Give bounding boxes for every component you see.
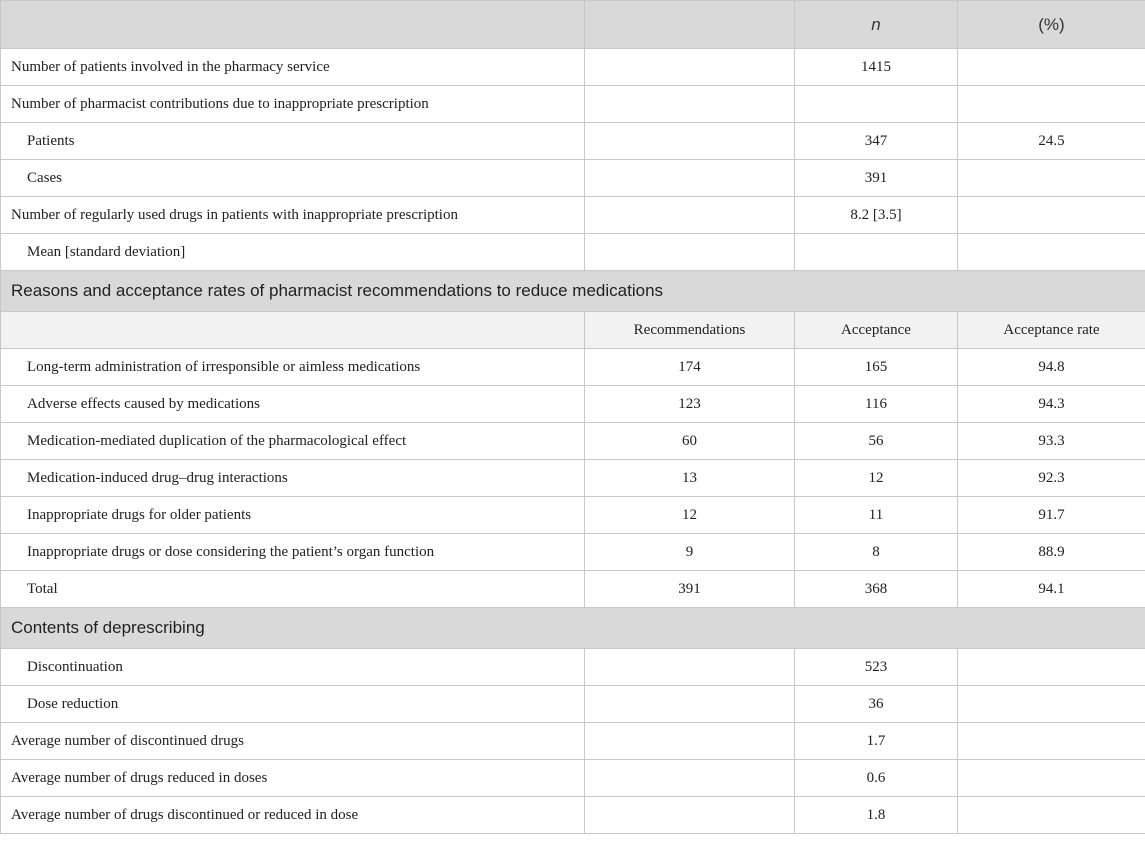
row-value-pct <box>958 723 1145 760</box>
reasons-subheader-row <box>1 312 1145 349</box>
table-row <box>1 497 1145 534</box>
row-value-n: 1.8 <box>795 797 958 834</box>
row-value-n: 1.7 <box>795 723 958 760</box>
subheader-col-1 <box>1 312 585 349</box>
row-value-n: 8.2 [3.5] <box>795 197 958 234</box>
row-value-pct <box>958 686 1145 723</box>
row-value-b <box>585 197 795 234</box>
reason-acceptance-rate: 88.9 <box>958 534 1145 571</box>
row-value-n <box>795 234 958 271</box>
reason-acceptance: 368 <box>795 571 958 608</box>
reason-recommendations: 60 <box>585 423 795 460</box>
reason-acceptance-rate: 94.8 <box>958 349 1145 386</box>
row-value-n: 1415 <box>795 49 958 86</box>
row-label: Discontinuation <box>1 649 585 686</box>
row-value-pct <box>958 49 1145 86</box>
row-label: Dose reduction <box>1 686 585 723</box>
section-header-contents <box>1 608 1145 649</box>
reason-acceptance: 11 <box>795 497 958 534</box>
row-value-pct <box>958 649 1145 686</box>
table-row <box>1 234 1145 271</box>
row-label: Average number of drugs discontinued or reduced in dose <box>1 797 585 834</box>
reason-acceptance: 56 <box>795 423 958 460</box>
row-value-pct: 24.5 <box>958 123 1145 160</box>
subheader-acceptance: Acceptance <box>795 312 958 349</box>
row-label: Average number of drugs reduced in doses <box>1 760 585 797</box>
reason-recommendations: 13 <box>585 460 795 497</box>
row-value-b <box>585 49 795 86</box>
table-row <box>1 797 1145 834</box>
row-value-b <box>585 649 795 686</box>
reason-acceptance: 165 <box>795 349 958 386</box>
reason-label: Medication-mediated duplication of the pharmacological effect <box>1 423 585 460</box>
table-row <box>1 49 1145 86</box>
reason-acceptance-rate: 92.3 <box>958 460 1145 497</box>
reason-label: Long-term administration of irresponsible or aimless medications <box>1 349 585 386</box>
reason-recommendations: 174 <box>585 349 795 386</box>
reason-acceptance: 12 <box>795 460 958 497</box>
reason-recommendations: 391 <box>585 571 795 608</box>
row-value-pct <box>958 797 1145 834</box>
table-row <box>1 386 1145 423</box>
reason-label: Total <box>1 571 585 608</box>
table-row-total <box>1 571 1145 608</box>
row-value-b <box>585 160 795 197</box>
row-label: Average number of discontinued drugs <box>1 723 585 760</box>
section-header-reasons <box>1 271 1145 312</box>
reason-acceptance-rate: 93.3 <box>958 423 1145 460</box>
table-row <box>1 686 1145 723</box>
row-value-pct <box>958 760 1145 797</box>
row-value-n: 347 <box>795 123 958 160</box>
row-label: Cases <box>1 160 585 197</box>
row-label: Number of regularly used drugs in patients with inappropriate prescription <box>1 197 585 234</box>
reason-label: Inappropriate drugs or dose considering the patient’s organ function <box>1 534 585 571</box>
table-row <box>1 423 1145 460</box>
row-value-n <box>795 86 958 123</box>
table-row <box>1 160 1145 197</box>
reason-label: Adverse effects caused by medications <box>1 386 585 423</box>
table-row <box>1 349 1145 386</box>
row-label: Number of patients involved in the pharmacy service <box>1 49 585 86</box>
section-title-contents: Contents of deprescribing <box>1 608 1145 649</box>
header-col-2 <box>585 1 795 49</box>
row-value-pct <box>958 197 1145 234</box>
table-row <box>1 760 1145 797</box>
row-value-b <box>585 797 795 834</box>
row-value-b <box>585 760 795 797</box>
table-row <box>1 460 1145 497</box>
reason-recommendations: 12 <box>585 497 795 534</box>
table-row <box>1 123 1145 160</box>
table-row <box>1 197 1145 234</box>
row-value-pct <box>958 86 1145 123</box>
row-value-n: 523 <box>795 649 958 686</box>
row-value-pct <box>958 234 1145 271</box>
row-label: Mean [standard deviation] <box>1 234 585 271</box>
row-value-b <box>585 686 795 723</box>
row-value-b <box>585 234 795 271</box>
reason-acceptance-rate: 94.3 <box>958 386 1145 423</box>
reason-recommendations: 9 <box>585 534 795 571</box>
reason-acceptance: 116 <box>795 386 958 423</box>
row-value-b <box>585 86 795 123</box>
reason-acceptance-rate: 94.1 <box>958 571 1145 608</box>
row-label: Number of pharmacist contributions due to inappropriate prescription <box>1 86 585 123</box>
reason-label: Inappropriate drugs for older patients <box>1 497 585 534</box>
subheader-recommendations: Recommendations <box>585 312 795 349</box>
section-title-reasons: Reasons and acceptance rates of pharmacist recommendations to reduce medications <box>1 271 1145 312</box>
row-value-b <box>585 123 795 160</box>
row-value-pct <box>958 160 1145 197</box>
row-value-n: 0.6 <box>795 760 958 797</box>
table-row <box>1 86 1145 123</box>
header-col-percent: (%) <box>958 1 1145 49</box>
row-value-n: 36 <box>795 686 958 723</box>
reason-label: Medication-induced drug–drug interactions <box>1 460 585 497</box>
row-label: Patients <box>1 123 585 160</box>
header-col-1 <box>1 1 585 49</box>
header-col-n: n <box>795 1 958 49</box>
reason-acceptance-rate: 91.7 <box>958 497 1145 534</box>
reason-recommendations: 123 <box>585 386 795 423</box>
table-row <box>1 649 1145 686</box>
table-row <box>1 723 1145 760</box>
table-row <box>1 534 1145 571</box>
row-value-b <box>585 723 795 760</box>
subheader-acceptance-rate: Acceptance rate <box>958 312 1145 349</box>
table-header-row <box>1 1 1145 49</box>
row-value-n: 391 <box>795 160 958 197</box>
reason-acceptance: 8 <box>795 534 958 571</box>
